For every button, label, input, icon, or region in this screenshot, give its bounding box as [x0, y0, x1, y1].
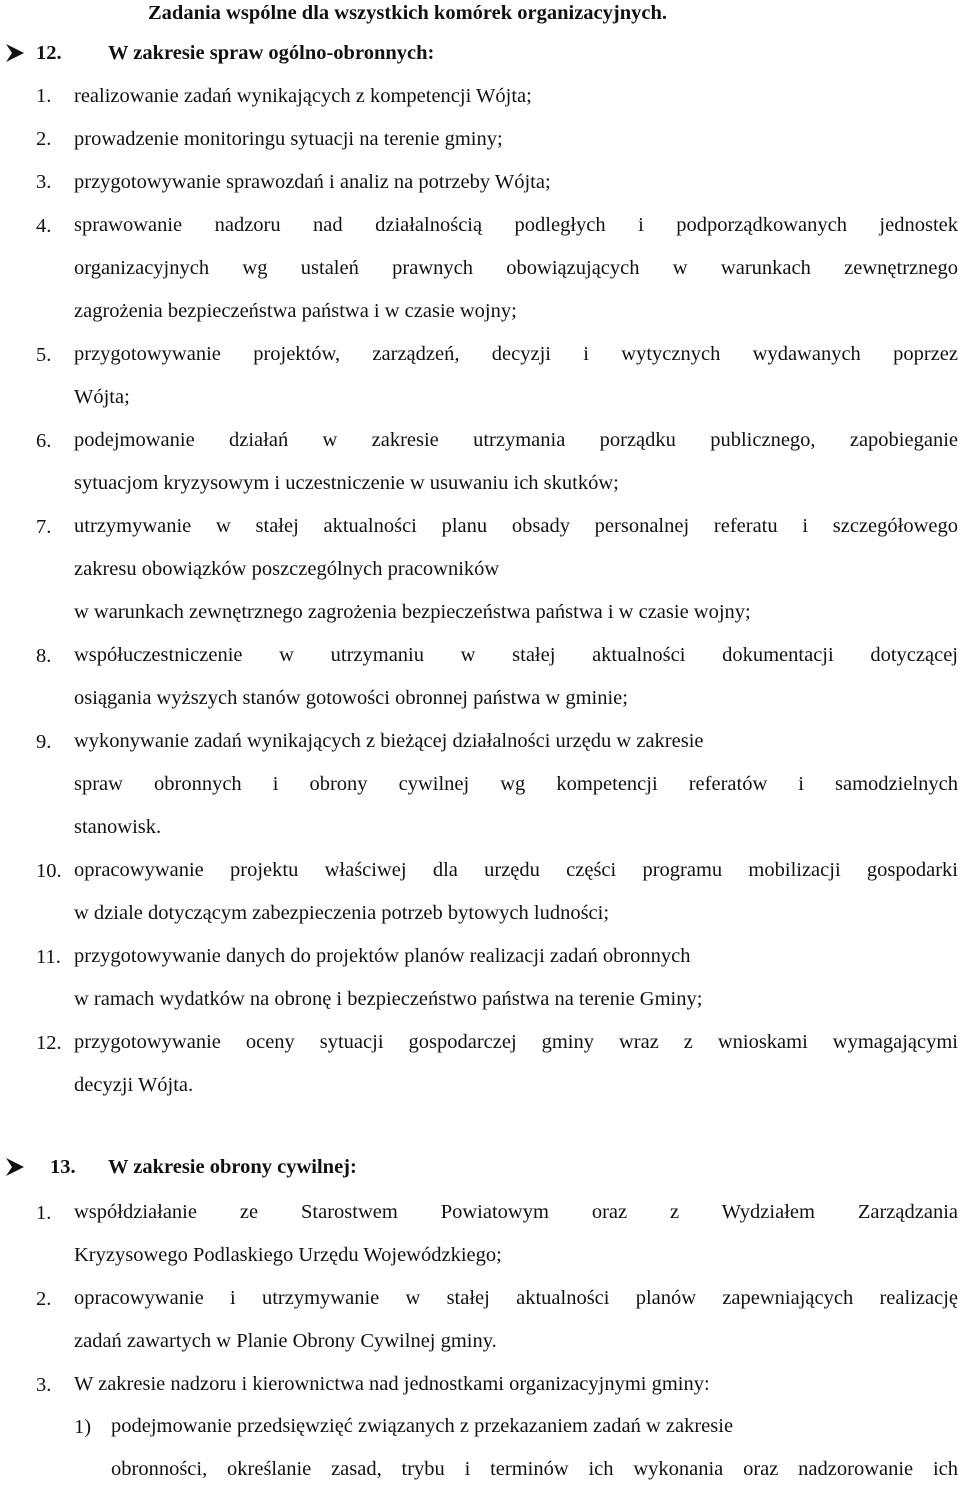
item-number: 8.	[36, 645, 52, 667]
item-number: 12.	[36, 1032, 62, 1054]
item-number: 5.	[36, 344, 52, 366]
item-text: w dziale dotyczącym zabezpieczenia potrzeb bytowych ludności;	[74, 902, 610, 924]
item-text: spraw obronnych i obrony cywilnej wg kompetencji referatów i samodzielnych	[74, 773, 958, 795]
item-text: przygotowywanie oceny sytuacji gospodarczej gminy wraz z wnioskami wymagającymi	[74, 1031, 958, 1053]
section-title: W zakresie spraw ogólno-obronnych:	[108, 42, 435, 64]
item-text: utrzymywanie w stałej aktualności planu obsady personalnej referatu i szczegółowego	[74, 515, 958, 537]
section-number: 13.	[50, 1156, 76, 1178]
arrow-bullet-icon	[4, 42, 26, 64]
item-text: sprawowanie nadzoru nad działalnością podległych i podporządkowanych jednostek	[74, 214, 958, 236]
item-text: Wójta;	[74, 386, 130, 408]
item-number: 7.	[36, 516, 52, 538]
item-number: 2.	[36, 1288, 52, 1310]
item-text: wykonywanie zadań wynikających z bieżącej działalności urzędu w zakresie	[74, 730, 704, 752]
item-text: podejmowanie działań w zakresie utrzymania porządku publicznego, zapobieganie	[74, 429, 958, 451]
item-text: zagrożenia bezpieczeństwa państwa i w czasie wojny;	[74, 300, 517, 322]
item-number: 4.	[36, 215, 52, 237]
item-number: 9.	[36, 731, 52, 753]
item-number: 3.	[36, 171, 52, 193]
item-text: sytuacjom kryzysowym i uczestniczenie w usuwaniu ich skutków;	[74, 472, 619, 494]
arrow-bullet-icon	[4, 1156, 26, 1178]
item-text: prowadzenie monitoringu sytuacji na terenie gminy;	[74, 128, 503, 150]
item-text: decyzji Wójta.	[74, 1074, 194, 1096]
item-text: organizacyjnych wg ustaleń prawnych obowiązujących w warunkach zewnętrznego	[74, 257, 958, 279]
section-heading-13	[0, 1154, 960, 1184]
item-number: 1.	[36, 1202, 52, 1224]
item-text: zakresu obowiązków poszczególnych pracowników	[74, 558, 500, 580]
item-number: 11.	[36, 946, 61, 968]
item-number: 2.	[36, 128, 52, 150]
item-text: przygotowywanie danych do projektów planów realizacji zadań obronnych	[74, 945, 691, 967]
item-text: obronności, określanie zasad, trybu i terminów ich wykonania oraz nadzorowanie ich	[111, 1458, 958, 1480]
item-text: przygotowywanie projektów, zarządzeń, decyzji i wytycznych wydawanych poprzez	[74, 343, 958, 365]
item-text: opracowywanie projektu właściwej dla urzędu części programu mobilizacji gospodarki	[74, 859, 958, 881]
item-text: współuczestniczenie w utrzymaniu w stałej aktualności dokumentacji dotyczącej	[74, 644, 958, 666]
item-text: stanowisk.	[74, 816, 162, 838]
item-number: 6.	[36, 430, 52, 452]
item-text: opracowywanie i utrzymywanie w stałej aktualności planów zapewniających realizację	[74, 1287, 958, 1309]
section-number: 12.	[36, 42, 62, 64]
item-text: współdziałanie ze Starostwem Powiatowym oraz z Wydziałem Zarządzania	[74, 1201, 958, 1223]
item-text: przygotowywanie sprawozdań i analiz na potrzeby Wójta;	[74, 171, 551, 193]
item-text: W zakresie nadzoru i kierownictwa nad jednostkami organizacyjnymi gminy:	[74, 1373, 710, 1395]
section-heading-12	[0, 40, 960, 70]
item-text: realizowanie zadań wynikających z kompetencji Wójta;	[74, 85, 532, 107]
section-title: W zakresie obrony cywilnej:	[108, 1156, 357, 1178]
item-number: 1)	[74, 1416, 92, 1438]
item-text: zadań zawartych w Planie Obrony Cywilnej gminy.	[74, 1330, 497, 1352]
item-text: w warunkach zewnętrznego zagrożenia bezpieczeństwa państwa i w czasie wojny;	[74, 601, 751, 623]
page-title: Zadania wspólne dla wszystkich komórek organizacyjnych.	[148, 2, 668, 24]
item-text: Kryzysowego Podlaskiego Urzędu Wojewódzkiego;	[74, 1244, 502, 1266]
item-text: osiągania wyższych stanów gotowości obronnej państwa w gminie;	[74, 687, 628, 709]
item-number: 10.	[36, 860, 62, 882]
item-number: 1.	[36, 85, 52, 107]
item-text: podejmowanie przedsięwzięć związanych z przekazaniem zadań w zakresie	[111, 1415, 734, 1437]
item-number: 3.	[36, 1374, 52, 1396]
item-text: w ramach wydatków na obronę i bezpieczeństwo państwa na terenie Gminy;	[74, 988, 703, 1010]
